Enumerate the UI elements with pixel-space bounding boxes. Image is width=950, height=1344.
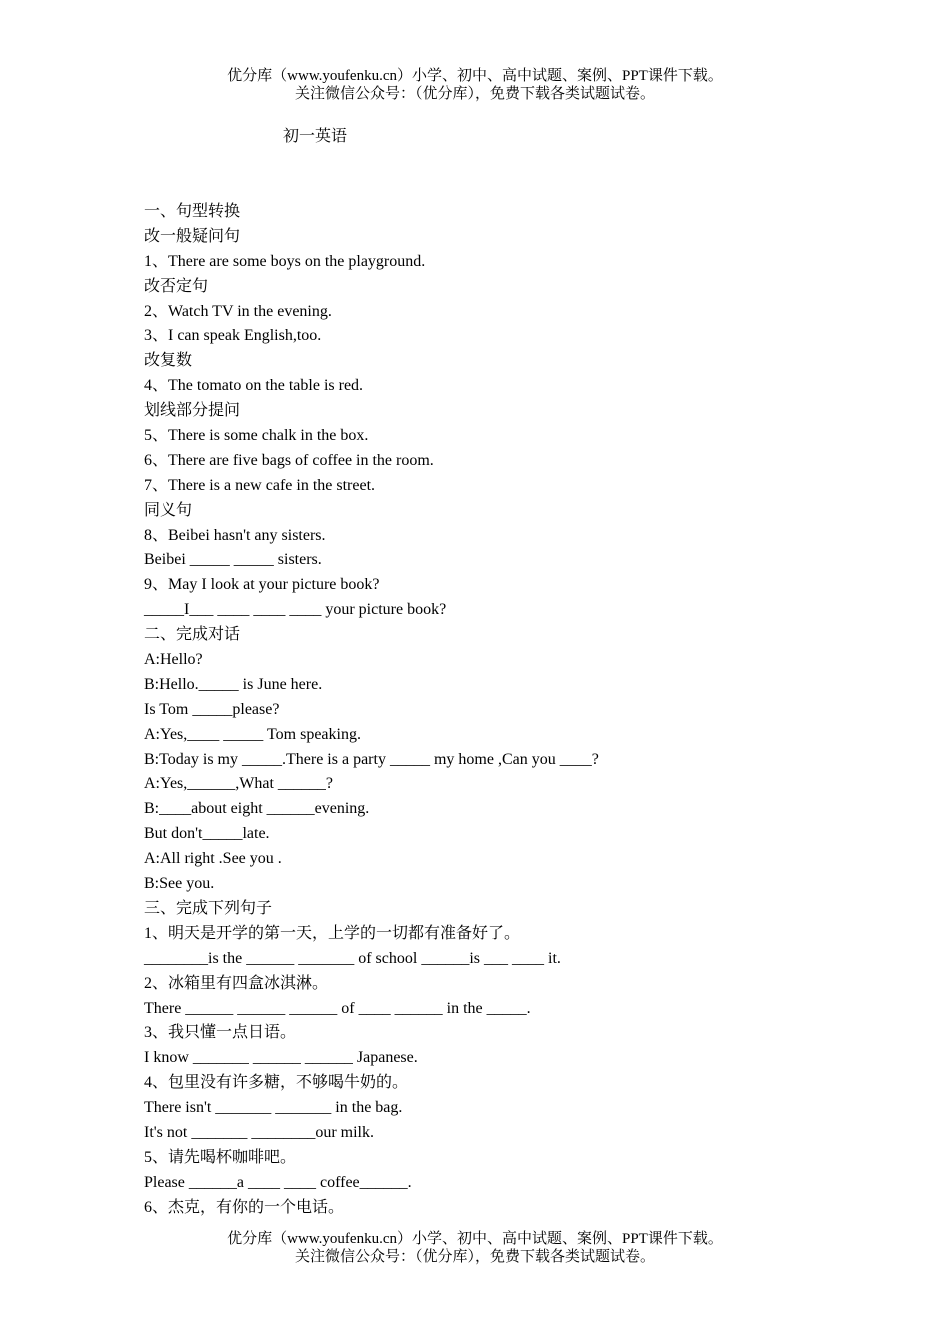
footer-line-1: 优分库（www.youfenku.cn）小学、初中、高中试题、案例、PPT课件下载。	[227, 1231, 723, 1247]
text-line: Is Tom _____please?	[144, 700, 280, 718]
text-line: 一、句型转换	[144, 203, 241, 220]
page-header	[0, 67, 950, 103]
text-line: 改一般疑问句	[144, 227, 241, 245]
header-line-1: 优分库（www.youfenku.cn）小学、初中、高中试题、案例、PPT课件下载。	[227, 68, 723, 84]
exercise-body	[144, 200, 844, 1221]
text-line: But don't_____late.	[144, 825, 270, 843]
text-line: 3、我只懂一点日语。	[144, 1024, 297, 1042]
text-line: A:Hello?	[144, 651, 203, 669]
text-line: It's not _______ ________our milk.	[144, 1123, 374, 1141]
page-footer	[0, 1230, 950, 1266]
text-line: B:Hello._____ is June here.	[144, 675, 323, 693]
text-line: 4、The tomato on the table is red.	[144, 377, 364, 395]
text-line: A:Yes,____ _____ Tom speaking.	[144, 725, 361, 743]
text-line: 改复数	[144, 352, 193, 370]
text-line: 9、May I look at your picture book?	[144, 576, 380, 594]
document-title: 初一英语	[283, 128, 348, 145]
text-line: 三、完成下列句子	[144, 899, 273, 917]
text-line: 2、冰箱里有四盒冰淇淋。	[144, 974, 329, 992]
text-line: B:Today is my _____.There is a party _____ my home ,Can you ____?	[144, 750, 599, 768]
text-line: B:See you.	[144, 875, 215, 893]
text-line: 2、Watch TV in the evening.	[144, 302, 332, 320]
text-line: Please ______a ____ ____ coffee______.	[144, 1173, 412, 1191]
text-line: 7、There is a new cafe in the street.	[144, 476, 376, 494]
text-line: A:Yes,______,What ______?	[144, 775, 334, 793]
text-line: _____I___ ____ ____ ____ your picture book?	[144, 601, 447, 619]
footer-line-2: 关注微信公众号：（优分库），免费下载各类试题试卷。	[294, 1249, 655, 1265]
text-line: 改否定句	[144, 277, 209, 295]
text-line: 6、杰克，有你的一个电话。	[144, 1198, 345, 1216]
text-line: 3、I can speak English,too.	[144, 327, 322, 345]
text-line: 4、包里没有许多糖，不够喝牛奶的。	[144, 1074, 409, 1092]
text-line: A:All right .See you .	[144, 850, 282, 868]
text-line: Beibei _____ _____ sisters.	[144, 551, 322, 569]
text-line: 5、请先喝杯咖啡吧。	[144, 1148, 297, 1166]
text-line: 1、明天是开学的第一天，上学的一切都有准备好了。	[144, 924, 521, 942]
text-line: There ______ ______ ______ of ____ ______ in the _____.	[144, 999, 531, 1017]
text-line: B:____about eight ______evening.	[144, 800, 370, 818]
text-line: 1、There are some boys on the playground.	[144, 252, 426, 270]
text-line: There isn't _______ _______ in the bag.	[144, 1099, 403, 1117]
text-line: 5、There is some chalk in the box.	[144, 427, 369, 445]
text-line: 同义句	[144, 501, 193, 519]
text-line: I know _______ ______ ______ Japanese.	[144, 1049, 418, 1067]
text-line: 二、完成对话	[144, 626, 241, 644]
text-line: 6、There are five bags of coffee in the room.	[144, 451, 434, 469]
text-line: ________is the ______ _______ of school ______is ___ ____ it.	[144, 949, 561, 967]
text-line: 划线部分提问	[144, 402, 241, 420]
header-line-2: 关注微信公众号：（优分库），免费下载各类试题试卷。	[294, 86, 655, 102]
text-line: 8、Beibei hasn't any sisters.	[144, 526, 326, 544]
